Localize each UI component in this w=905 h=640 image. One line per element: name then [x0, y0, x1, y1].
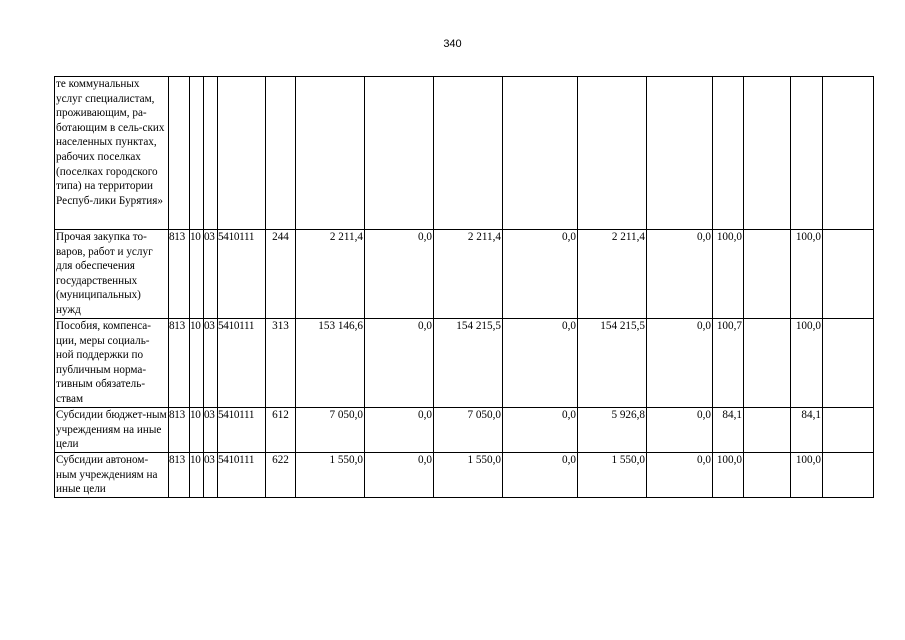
value-7: 100,0 — [713, 230, 744, 319]
value-2: 0,0 — [365, 408, 434, 453]
value-3: 2 211,4 — [434, 230, 503, 319]
value-1: 7 050,0 — [296, 408, 365, 453]
value-7: 84,1 — [713, 408, 744, 453]
budget-table — [54, 76, 874, 498]
table-row — [55, 230, 874, 319]
value-8 — [744, 453, 791, 498]
value-6: 0,0 — [647, 230, 713, 319]
code-section: 10 — [190, 230, 204, 319]
row-name: Субсидии бюджет-ным учреждениям на иные цели — [55, 408, 169, 453]
value-2: 0,0 — [365, 319, 434, 408]
code-ministry: 813 — [169, 408, 190, 453]
row-name: Пособия, компенса-ции, меры социаль-ной поддержки по публичным норма-тивным обязатель-ствам — [55, 319, 169, 408]
value-7: 100,7 — [713, 319, 744, 408]
value-9: 100,0 — [791, 453, 823, 498]
value-10 — [823, 77, 874, 230]
value-3: 154 215,5 — [434, 319, 503, 408]
code-expense-type: 244 — [266, 230, 296, 319]
value-6: 0,0 — [647, 319, 713, 408]
value-1 — [296, 77, 365, 230]
value-8 — [744, 408, 791, 453]
value-5: 2 211,4 — [578, 230, 647, 319]
value-3: 1 550,0 — [434, 453, 503, 498]
value-4: 0,0 — [503, 453, 578, 498]
value-5: 5 926,8 — [578, 408, 647, 453]
value-7: 100,0 — [713, 453, 744, 498]
row-name: те коммунальных услуг специалистам, проживающим, ра-ботающим в сель-ских населенных пунктах, рабочих поселках (поселках городского типа) на территории Респуб-лики Бурятия» — [55, 77, 169, 230]
value-10 — [823, 408, 874, 453]
value-5: 1 550,0 — [578, 453, 647, 498]
value-2 — [365, 77, 434, 230]
code-expense-type: 622 — [266, 453, 296, 498]
value-1: 2 211,4 — [296, 230, 365, 319]
code-section: 10 — [190, 408, 204, 453]
code-ministry: 813 — [169, 319, 190, 408]
value-4: 0,0 — [503, 319, 578, 408]
value-10 — [823, 453, 874, 498]
code-section — [190, 77, 204, 230]
table-row — [55, 77, 874, 230]
code-subsection: 03 — [204, 230, 218, 319]
value-6: 0,0 — [647, 408, 713, 453]
value-1: 153 146,6 — [296, 319, 365, 408]
code-ministry: 813 — [169, 230, 190, 319]
value-5: 154 215,5 — [578, 319, 647, 408]
row-name: Прочая закупка то-варов, работ и услуг для обеспечения государственных (муниципальных) нужд — [55, 230, 169, 319]
table-row — [55, 319, 874, 408]
value-7 — [713, 77, 744, 230]
value-4 — [503, 77, 578, 230]
page-number: 340 — [443, 38, 462, 50]
value-3 — [434, 77, 503, 230]
value-2: 0,0 — [365, 230, 434, 319]
value-4: 0,0 — [503, 408, 578, 453]
code-expense-type: 313 — [266, 319, 296, 408]
code-target: 5410111 — [218, 408, 266, 453]
row-name: Субсидии автоном-ным учреждениям на иные цели — [55, 453, 169, 498]
code-subsection: 03 — [204, 408, 218, 453]
code-target: 5410111 — [218, 319, 266, 408]
code-section: 10 — [190, 453, 204, 498]
code-section: 10 — [190, 319, 204, 408]
value-1: 1 550,0 — [296, 453, 365, 498]
value-9: 100,0 — [791, 230, 823, 319]
code-target — [218, 77, 266, 230]
value-8 — [744, 230, 791, 319]
value-5 — [578, 77, 647, 230]
code-subsection: 03 — [204, 453, 218, 498]
value-6 — [647, 77, 713, 230]
value-9 — [791, 77, 823, 230]
value-6: 0,0 — [647, 453, 713, 498]
code-target: 5410111 — [218, 453, 266, 498]
code-ministry — [169, 77, 190, 230]
code-expense-type — [266, 77, 296, 230]
value-10 — [823, 230, 874, 319]
value-8 — [744, 77, 791, 230]
value-2: 0,0 — [365, 453, 434, 498]
code-ministry: 813 — [169, 453, 190, 498]
table-row — [55, 408, 874, 453]
value-8 — [744, 319, 791, 408]
code-expense-type: 612 — [266, 408, 296, 453]
code-subsection — [204, 77, 218, 230]
table-row — [55, 453, 874, 498]
value-9: 100,0 — [791, 319, 823, 408]
code-target: 5410111 — [218, 230, 266, 319]
value-3: 7 050,0 — [434, 408, 503, 453]
value-10 — [823, 319, 874, 408]
value-4: 0,0 — [503, 230, 578, 319]
value-9: 84,1 — [791, 408, 823, 453]
code-subsection: 03 — [204, 319, 218, 408]
